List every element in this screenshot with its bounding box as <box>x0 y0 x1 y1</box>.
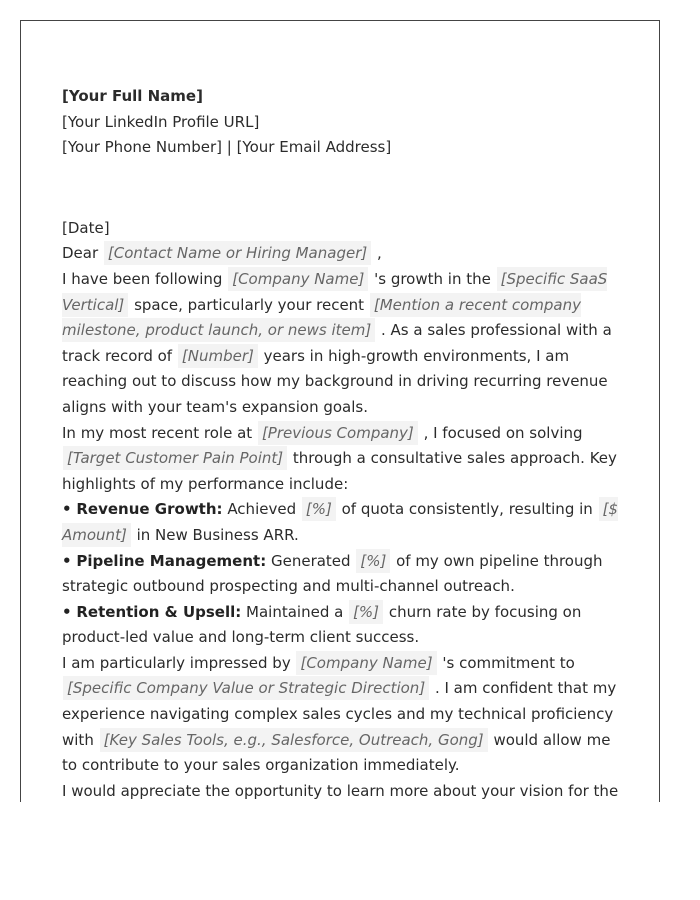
placeholder-company-name[interactable]: [Company Name] <box>228 267 368 291</box>
bullet-mark: • <box>62 602 72 621</box>
paragraph-intro <box>62 267 628 421</box>
interest-text-3: . I am confident that my experience navigating complex sales cycles and my technical proficiency with <box>62 679 617 749</box>
placeholder-years-number[interactable]: [Number] <box>178 344 258 368</box>
bullet-label: Revenue Growth: <box>76 500 223 519</box>
interest-text-4: would allow me to contribute to your sales organization immediately. <box>62 730 611 775</box>
sender-linkedin: [Your LinkedIn Profile URL] <box>62 112 260 131</box>
sender-contact: [Your Phone Number] | [Your Email Address] <box>62 138 392 157</box>
sender-name: [Your Full Name] <box>62 87 203 105</box>
bullet-retention-upsell <box>62 600 628 651</box>
intro-text-1: I have been following <box>62 269 223 288</box>
bullet-text-2: of quota consistently, resulting in <box>341 500 593 519</box>
role-text-1: In my most recent role at <box>62 423 253 442</box>
salutation <box>62 241 628 267</box>
intro-text-5: years in high-growth environments, I am reaching out to discuss how my background in driving recurring revenue aligns with your team's expansion goals. <box>62 346 608 416</box>
intro-text-4: . As a sales professional with a track record of <box>62 321 612 365</box>
letter-date: [Date] <box>62 218 110 237</box>
salutation-dear: Dear <box>62 244 99 263</box>
letter-page <box>20 20 660 802</box>
role-text-2: , I focused on solving <box>423 423 583 442</box>
header-spacer <box>62 161 628 216</box>
bullet-label: Pipeline Management: <box>76 551 267 570</box>
placeholder-saas-vertical[interactable]: [Specific SaaS Vertical] <box>62 267 607 317</box>
bullet-text-2: churn rate by focusing on product-led value and long-term client success. <box>62 602 582 647</box>
bullet-label: Retention & Upsell: <box>76 602 242 621</box>
placeholder-quota-percent[interactable]: [%] <box>302 497 336 521</box>
role-text-3: through a consultative sales approach. Key highlights of my performance include: <box>62 449 617 493</box>
bullet-mark: • <box>62 551 72 570</box>
bullet-mark: • <box>62 500 72 519</box>
paragraph-company-interest <box>62 651 628 779</box>
placeholder-previous-company[interactable]: [Previous Company] <box>258 421 418 445</box>
placeholder-company-name-2[interactable]: [Company Name] <box>296 651 436 675</box>
bullet-revenue-growth <box>62 497 628 548</box>
placeholder-company-value[interactable]: [Specific Company Value or Strategic Direction] <box>63 676 429 700</box>
bullet-text-3: in New Business ARR. <box>136 525 299 544</box>
placeholder-pipeline-percent[interactable]: [%] <box>356 549 390 573</box>
bullet-pipeline-management <box>62 549 628 600</box>
salutation-comma: , <box>377 244 382 263</box>
bullet-text-1: Achieved <box>227 500 297 519</box>
bullet-text-1: Maintained a <box>246 602 344 621</box>
interest-text-1: I am particularly impressed by <box>62 653 291 672</box>
closing-text-1: I would appreciate the opportunity to learn more about your vision for the <box>62 781 619 800</box>
paragraph-closing <box>62 779 628 802</box>
placeholder-milestone[interactable]: [Mention a recent company milestone, product launch, or news item] <box>62 293 581 343</box>
paragraph-recent-role <box>62 421 628 498</box>
bullet-text-2: of my own pipeline through strategic outbound prospecting and multi-channel outreach. <box>62 551 603 596</box>
placeholder-pain-point[interactable]: [Target Customer Pain Point] <box>63 446 287 470</box>
interest-text-2: 's commitment to <box>442 653 575 672</box>
intro-text-2: 's growth in the <box>374 269 491 288</box>
placeholder-dollar-amount[interactable]: [$ Amount] <box>62 497 618 547</box>
placeholder-contact-name[interactable]: [Contact Name or Hiring Manager] <box>104 241 371 265</box>
placeholder-churn-percent[interactable]: [%] <box>349 600 383 624</box>
intro-text-3: space, particularly your recent <box>134 295 365 314</box>
placeholder-sales-tools[interactable]: [Key Sales Tools, e.g., Salesforce, Outreach, Gong] <box>100 728 488 752</box>
letter-content <box>62 84 628 802</box>
bullet-text-1: Generated <box>270 551 351 570</box>
